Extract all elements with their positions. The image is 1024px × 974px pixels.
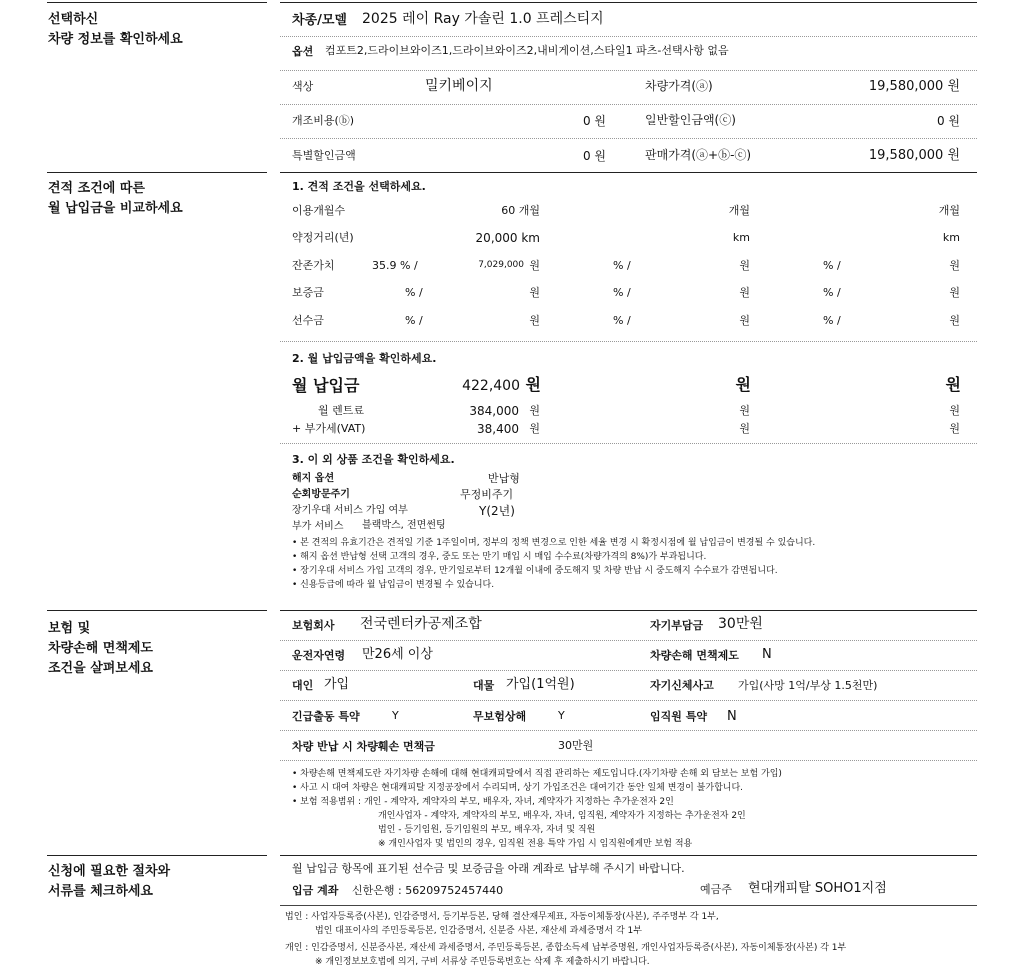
- self-accident-value: 가입(사망 1억/부상 1.5천만): [738, 679, 878, 692]
- monthly-label: 월 납입금: [292, 376, 360, 395]
- won-unit: 원: [739, 314, 750, 327]
- pct-unit: % /: [613, 286, 631, 299]
- period-value: 60 개월: [501, 204, 540, 217]
- docs-line: 법인 대표이사의 주민등록등본, 인감증명서, 신분증 사본, 재산세 과세증명서 각 1부: [315, 926, 642, 936]
- won-unit: 원: [529, 422, 540, 435]
- color-label: 색상: [292, 80, 314, 93]
- model-value: 2025 레이 Ray 가솔린 1.0 프레스티지: [362, 11, 604, 27]
- won-unit: 원: [739, 422, 750, 435]
- monthly-value: 422,400: [462, 378, 520, 394]
- return-damage-label: 차량 반납 시 차량훼손 면책금: [292, 740, 435, 753]
- pct-unit: % /: [613, 314, 631, 327]
- options-label: 옵션: [292, 45, 314, 58]
- maintenance-label: 순회방문주기: [292, 489, 350, 500]
- sale-price-label: 판매가격(ⓐ+ⓑ-ⓒ): [645, 148, 752, 162]
- exemption-value: N: [762, 647, 772, 662]
- ins-company-label: 보험회사: [292, 619, 335, 632]
- docs-line: ※ 개인정보보호법에 의거, 구비 서류상 주민등록번호는 삭제 후 제출하시기 바랍니다.: [315, 957, 650, 967]
- won-unit: 원: [529, 314, 540, 327]
- extra-service-label: 부가 서비스: [292, 521, 344, 532]
- mileage-unit-3: km: [942, 231, 960, 244]
- quote-note: • 해지 옵션 반납형 선택 고객의 경우, 중도 또는 만기 매입 시 매입 수수료(차량가격의 8%)가 부과됩니다.: [292, 552, 707, 562]
- account-label: 입금 계좌: [292, 884, 339, 897]
- self-accident-label: 자기신체사고: [650, 679, 714, 692]
- loyalty-label: 장기우대 서비스 가입 여부: [292, 505, 408, 516]
- property-value: 가입(1억원): [506, 677, 575, 692]
- monthly-unit: 원: [945, 375, 961, 394]
- quote-note: • 장기우대 서비스 가입 고객의 경우, 만기일로부터 12개월 이내에 중도해지 및 차량 반납 시 중도해지 수수료가 감면됩니다.: [292, 566, 778, 576]
- won-unit: 원: [529, 286, 540, 299]
- won-unit: 원: [949, 259, 960, 272]
- bodily-value: 가입: [324, 677, 350, 692]
- deductible-value: 30만원: [718, 616, 763, 632]
- special-discount-value: 0 원: [582, 149, 606, 163]
- ins-company-value: 전국렌터카공제조합: [360, 616, 482, 632]
- emergency-value: Y: [392, 709, 399, 722]
- price-value: 19,580,000 원: [868, 79, 960, 94]
- property-label: 대물: [473, 679, 495, 692]
- step3-title: 3. 이 외 상품 조건을 확인하세요.: [292, 453, 455, 466]
- won-unit: 원: [949, 422, 960, 435]
- rent-value: 384,000: [469, 404, 519, 418]
- mod-cost-value: 0 원: [582, 114, 606, 128]
- model-label: 차종/모델: [292, 13, 347, 28]
- maintenance-value: 무정비주기: [460, 488, 514, 501]
- pct-unit: % /: [613, 259, 631, 272]
- uninsured-label: 무보험상해: [473, 710, 527, 723]
- deductible-label: 자기부담금: [650, 619, 704, 632]
- apply-intro: 월 납입금 항목에 표기된 선수금 및 보증금을 아래 계좌로 납부해 주시기 바랍니다.: [292, 862, 685, 875]
- quote-note: • 신용등급에 따라 월 납입금이 변경될 수 있습니다.: [292, 580, 495, 590]
- step1-title: 1. 견적 조건을 선택하세요.: [292, 180, 426, 193]
- monthly-unit: 원: [735, 375, 751, 394]
- won-unit: 원: [739, 259, 750, 272]
- won-unit: 원: [739, 286, 750, 299]
- general-discount-value: 0 원: [936, 114, 960, 128]
- section-title-vehicle: 선택하신 차량 정보를 확인하세요: [48, 12, 183, 47]
- pct-unit: % /: [405, 314, 423, 327]
- residual-pct: 35.9 % /: [372, 259, 418, 272]
- insurance-note: 개인사업자 - 계약자, 계약자의 부모, 배우자, 자녀, 임직원, 계약자가 지정하는 추가운전자 2인: [378, 811, 746, 821]
- exemption-label: 차량손해 면책제도: [650, 649, 739, 662]
- vat-label: + 부가세(VAT): [292, 422, 366, 435]
- special-discount-label: 특별할인금액: [292, 149, 356, 162]
- section-title-insurance: 보험 및 차량손해 면책제도 조건을 살펴보세요: [48, 621, 153, 676]
- won-unit: 원: [529, 259, 540, 272]
- section-title-apply: 신청에 필요한 절차와 서류를 체크하세요: [48, 864, 171, 899]
- won-unit: 원: [529, 404, 540, 417]
- section-rule: [47, 2, 267, 3]
- pct-unit: % /: [405, 286, 423, 299]
- mileage-value: 20,000 km: [475, 231, 540, 245]
- termination-label: 해지 옵션: [292, 473, 335, 484]
- uninsured-value: Y: [558, 709, 565, 722]
- mod-cost-label: 개조비용(ⓑ): [292, 114, 355, 127]
- docs-line: 법인 : 사업자등록증(사본), 인감증명서, 등기부등본, 당해 결산재무제표, 자동이체통장(사본), 주주명부 각 1부,: [285, 912, 719, 922]
- residual-label: 잔존가치: [292, 259, 335, 272]
- mileage-label: 약정거리(년): [292, 231, 354, 244]
- monthly-unit: 원: [525, 375, 541, 394]
- section-rule: [280, 2, 977, 3]
- pct-unit: % /: [823, 259, 841, 272]
- deposit-label: 보증금: [292, 286, 324, 299]
- emergency-label: 긴급출동 특약: [292, 710, 360, 723]
- insurance-note: • 차량손해 면책제도란 자기차량 손해에 대해 현대캐피탈에서 직접 관리하는 제도입니다.(자기차량 손해 외 담보는 보험 가입): [292, 769, 782, 779]
- insurance-note: ※ 개인사업자 및 법인의 경우, 임직원 전용 특약 가입 시 임직원에게만 보험 적용: [378, 839, 693, 849]
- holder-value: 현대캐피탈 SOHO1지점: [748, 881, 887, 896]
- staff-label: 임직원 특약: [650, 710, 707, 723]
- holder-label: 예금주: [700, 883, 732, 896]
- color-value: 밀키베이지: [425, 78, 493, 94]
- account-value: 신한은행 : 56209752457440: [352, 884, 504, 897]
- insurance-note: • 사고 시 대여 차량은 현대캐피탈 지정공장에서 수리되며, 상기 가입조건은 대여기간 동안 일체 변경이 불가합니다.: [292, 783, 744, 793]
- return-damage-value: 30만원: [558, 739, 594, 752]
- down-payment-label: 선수금: [292, 314, 324, 327]
- rent-label: 월 렌트료: [318, 404, 365, 417]
- termination-value: 반납형: [488, 472, 520, 485]
- sale-price-value: 19,580,000 원: [868, 148, 960, 163]
- vat-value: 38,400: [477, 422, 519, 436]
- section-title-quote: 견적 조건에 따른 월 납입금을 비교하세요: [48, 181, 183, 216]
- mileage-unit-2: km: [732, 231, 750, 244]
- options-value: 컴포트2,드라이브와이즈1,드라이브와이즈2,내비게이션,스타일1 파츠-선택사항 없음: [325, 44, 729, 57]
- staff-value: N: [727, 709, 737, 724]
- won-unit: 원: [949, 286, 960, 299]
- driver-age-label: 운전자연령: [292, 649, 346, 662]
- price-label: 차량가격(ⓐ): [645, 79, 713, 93]
- step2-title: 2. 월 납입금액을 확인하세요.: [292, 352, 437, 365]
- period-unit-3: 개월: [938, 204, 960, 217]
- won-unit: 원: [739, 404, 750, 417]
- general-discount-label: 일반할인금액(ⓒ): [645, 113, 736, 127]
- docs-line: 개인 : 인감증명서, 신분증사본, 재산세 과세증명서, 주민등록등본, 종합소득세 납부증명원, 개인사업자등록증(사본), 자동이체통장(사본) 각 1부: [285, 943, 847, 953]
- extra-service-value: 블랙박스, 전면썬팅: [362, 520, 446, 531]
- residual-amount: 7,029,000: [478, 260, 524, 270]
- pct-unit: % /: [823, 314, 841, 327]
- bodily-label: 대인: [292, 679, 314, 692]
- quote-note: • 본 견적의 유효기간은 견적일 기준 1주일이며, 정부의 정책 변경으로 인한 세율 변경 시 확정시점에 월 납입금이 변경될 수 있습니다.: [292, 538, 816, 548]
- insurance-note: 법인 - 등기임원, 등기임원의 부모, 배우자, 자녀 및 직원: [378, 825, 596, 835]
- period-unit-2: 개월: [728, 204, 750, 217]
- won-unit: 원: [949, 404, 960, 417]
- driver-age-value: 만26세 이상: [362, 647, 433, 662]
- period-label: 이용개월수: [292, 204, 346, 217]
- insurance-note: • 보험 적용범위 : 개인 - 계약자, 계약자의 부모, 배우자, 자녀, 계약자가 지정하는 추가운전자 2인: [292, 797, 674, 807]
- pct-unit: % /: [823, 286, 841, 299]
- loyalty-value: Y(2년): [479, 504, 515, 518]
- won-unit: 원: [949, 314, 960, 327]
